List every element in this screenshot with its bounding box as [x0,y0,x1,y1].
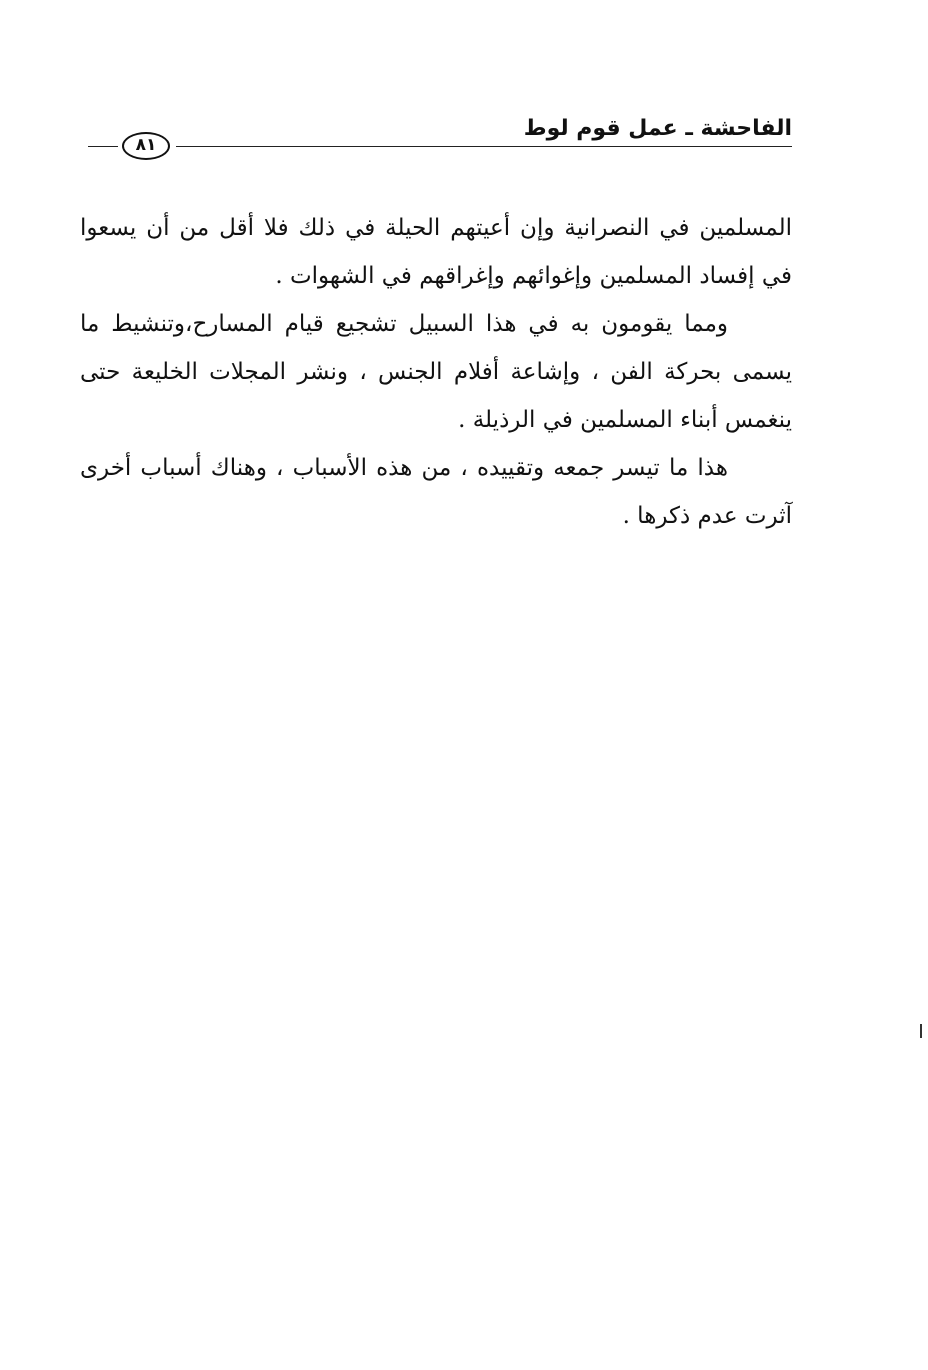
paragraph: ومما يقومون به في هذا السبيل تشجيع قيام المسارح،وتنشيط ما يسمى بحركة الفن ، وإشاعة أفلام الجنس ، ونشر المجلات الخليعة حتى ينغمس أبناء المسلمين في الرذيلة . [80,311,792,433]
page-number: ٨١ [122,132,170,160]
body-text [80,204,792,540]
chapter-title: الفاحشة ـ عمل قوم لوط [523,116,792,141]
running-header [80,112,792,160]
header-rule [176,146,792,147]
scan-edge-mark [920,1024,922,1038]
paragraph: هذا ما تيسر جمعه وتقييده ، من هذه الأسباب ، وهناك أسباب أخرى آثرت عدم ذكرها . [80,455,792,529]
paragraph-continuation: المسلمين في النصرانية وإن أعيتهم الحيلة في ذلك فلا أقل من أن يسعوا في إفساد المسلمين وإغوائهم وإغراقهم في الشهوات . [80,215,792,289]
header-rule-left [88,146,118,147]
